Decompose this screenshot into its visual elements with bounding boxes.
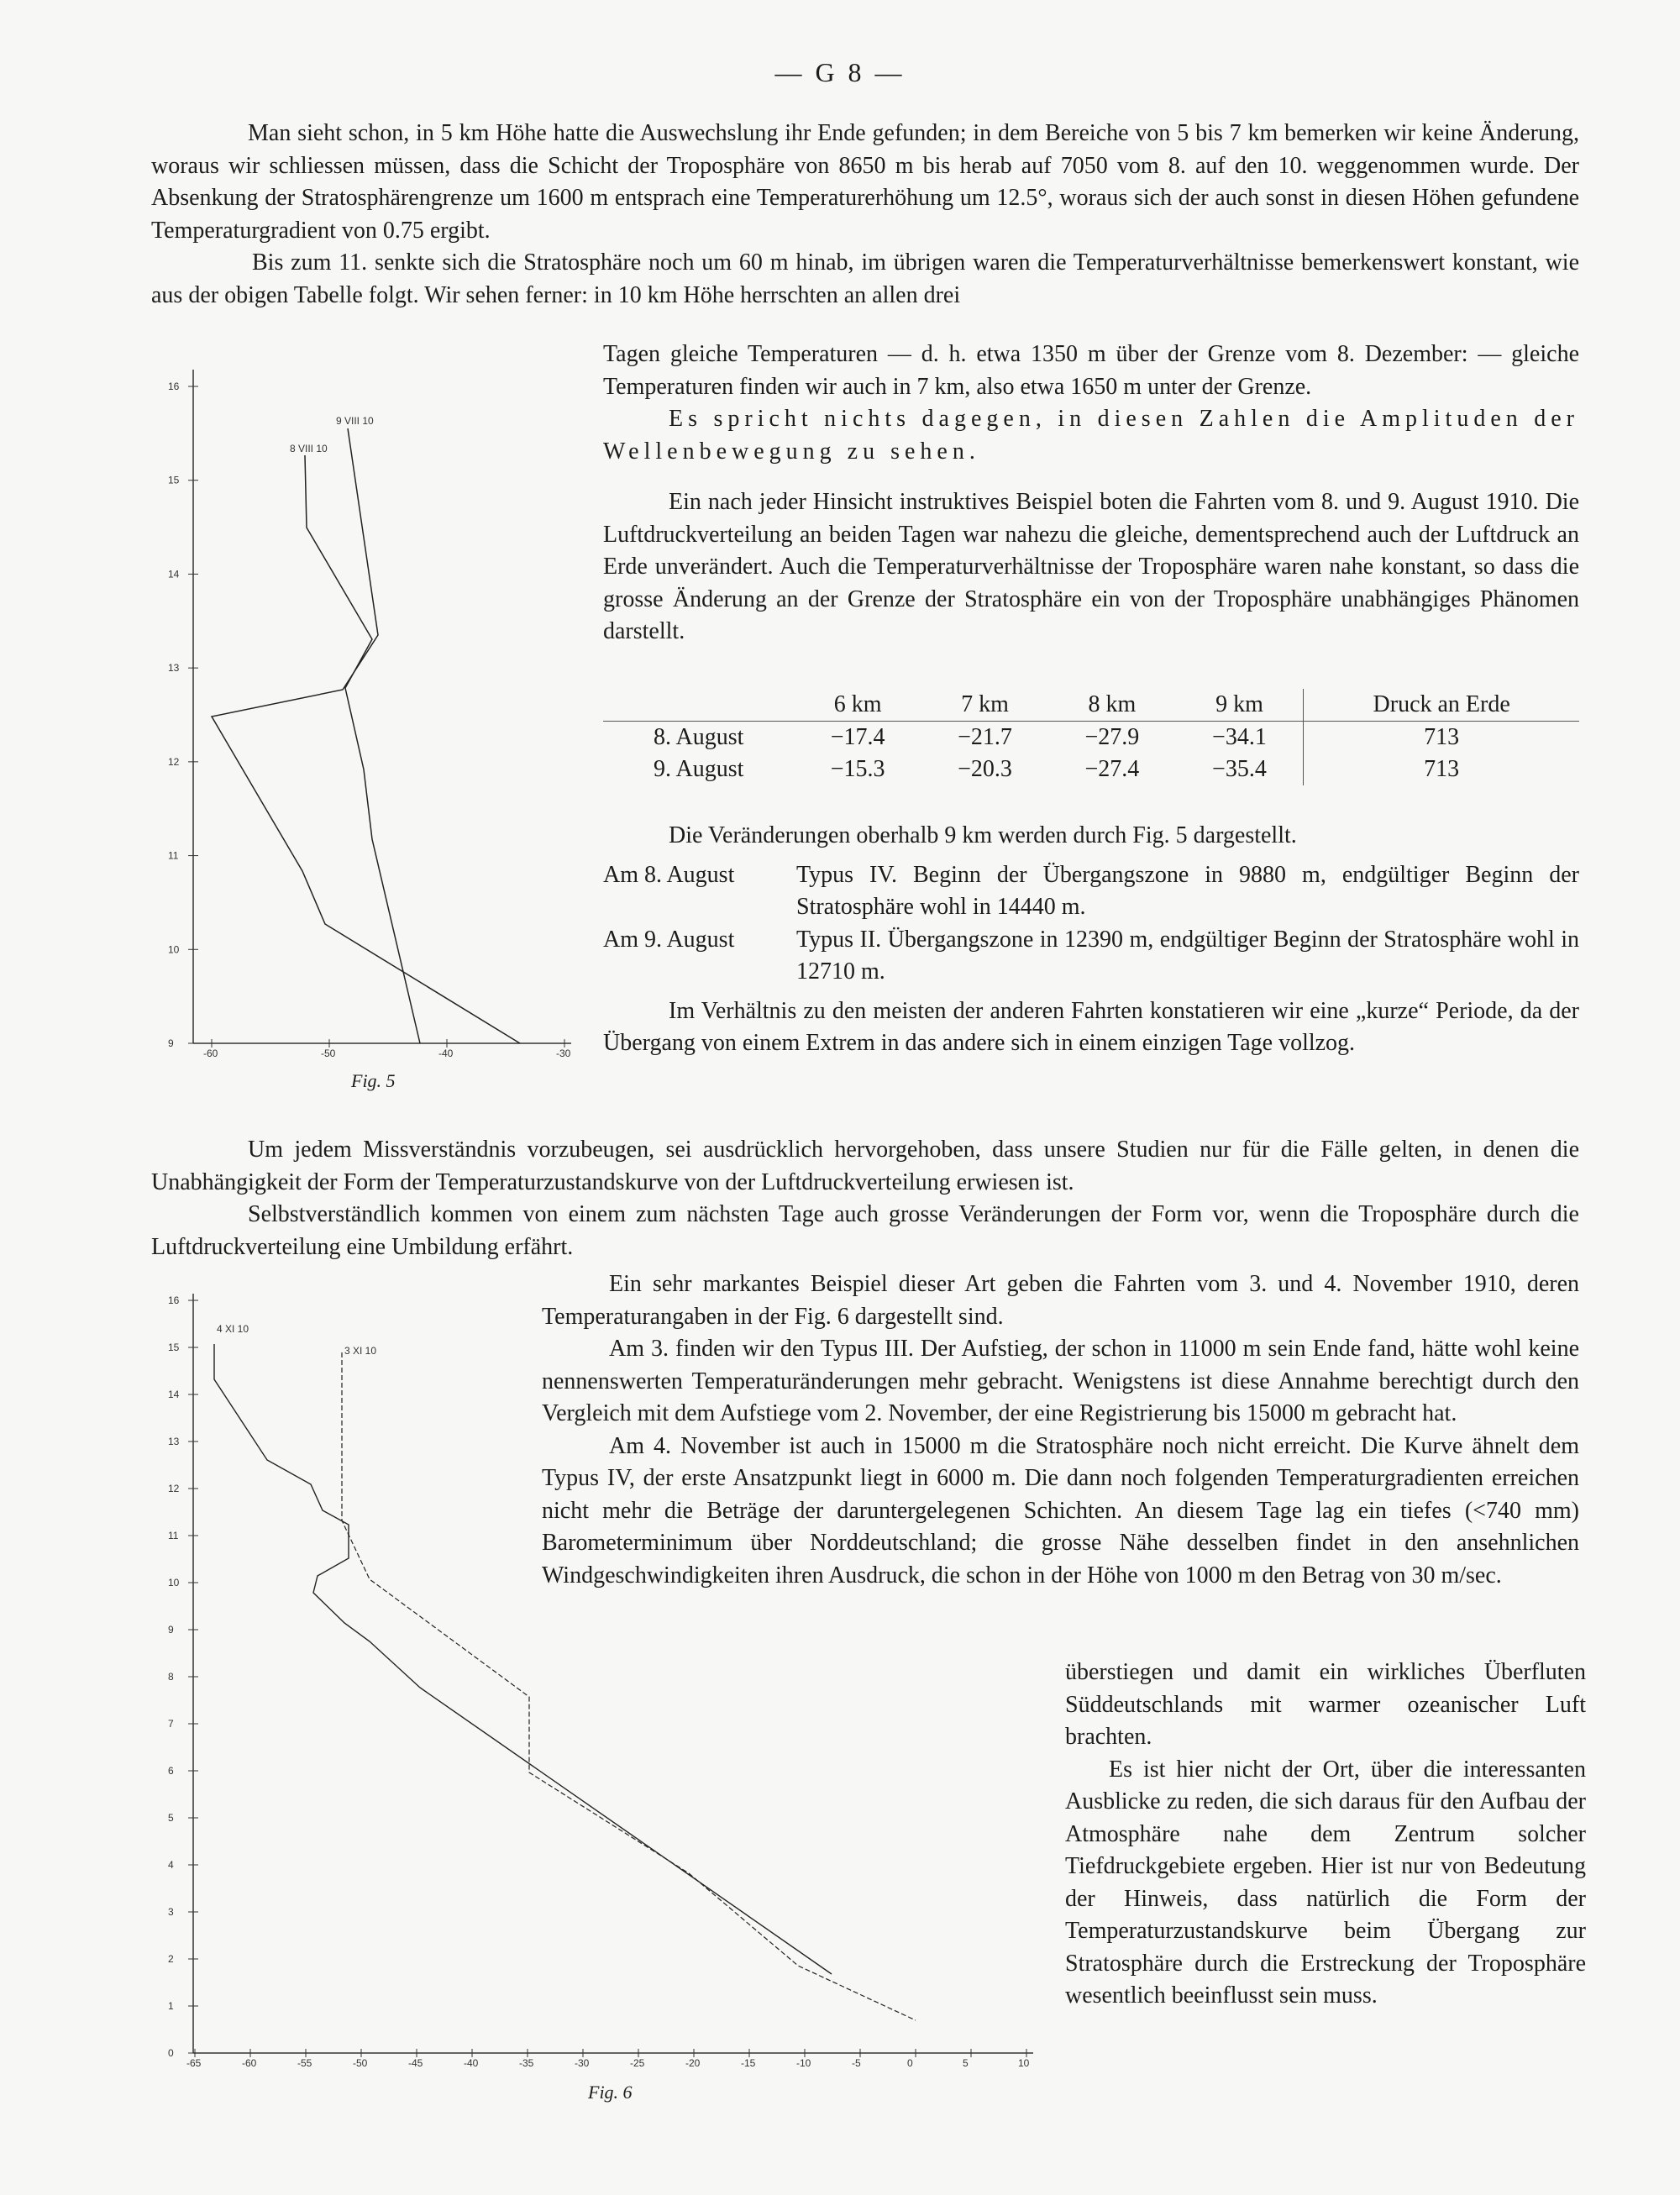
fig6-y-tick-label: 9 <box>168 1624 174 1636</box>
paragraph: Man sieht schon, in 5 km Höhe hatte die Auswechslung ihr Ende gefunden; in dem Bereiche von 5 bis 7 km bemerken wir keine Änderung, woraus wir schliessen müssen, dass die Schicht der Troposphäre von 8650 m bis herab auf 7050 vom 8. auf den 10. weggenommen wurde. Der Absenkung der Stratosphärengrenze um 1600 m entsprach eine Temperaturerhöhung um 12.5°, woraus sich der auch sonst in diesen Höhen gefundene Temperaturgradient von 0.75 ergibt. <box>151 120 1579 244</box>
paragraph: Die Veränderungen oberhalb 9 km werden durch Fig. 5 dargestellt. <box>669 822 1297 848</box>
list-item-label: Am 9. August <box>603 926 735 953</box>
fig5-label-8: 8 VIII 10 <box>290 443 328 454</box>
fig6-x-tick-label: -20 <box>685 2057 701 2066</box>
fig6-x-tick-label: -30 <box>575 2057 590 2066</box>
table-header: 6 km <box>794 689 921 722</box>
col3-text <box>1065 1657 1586 2013</box>
col1b-text <box>603 820 1579 1060</box>
fig6-x-tick-label: -35 <box>519 2057 534 2066</box>
table-cell: −27.9 <box>1084 724 1140 750</box>
fig5-x-tick-label: -40 <box>438 1048 454 1058</box>
table-cell: −35.4 <box>1212 756 1267 782</box>
paragraph: Um jedem Missverständnis vorzubeugen, sei ausdrücklich hervorgehoben, dass unsere Studien nur für die Fälle gelten, in denen die Unabhängigkeit der Form der Temperaturzustandskurve von der Luftdruckverteilung erwiesen ist. <box>151 1137 1579 1195</box>
list-item <box>603 859 1579 924</box>
fig5-y-tick-label: 11 <box>168 849 179 862</box>
list-item-text: Typus II. Übergangszone in 12390 m, endgültiger Beginn der Stratosphäre wohl in 12710 m. <box>796 926 1579 985</box>
fig5-y-tick-label: 9 <box>168 1037 174 1049</box>
figure-5-chart <box>151 361 588 1058</box>
paragraph: Es ist hier nicht der Ort, über die interessanten Ausblicke zu reden, die sich daraus für den Aufbau der Atmosphäre nahe dem Zentrum solcher Tiefdruckgebiete ergeben. Hier ist nur von Bedeutung der Hinweis, dass natürlich die Form der Temperaturzustandskurve beim Übergang zur Stratosphäre durch die Erstreckung der Troposphäre wesentlich beeinflusst sein muss. <box>1065 1756 1586 2009</box>
fig6-x-tick-label: -10 <box>796 2057 811 2066</box>
table-cell: 713 <box>1304 754 1579 785</box>
figure-5-caption: Fig. 5 <box>351 1070 396 1091</box>
list-item <box>603 924 1579 989</box>
fig6-y-tick-label: 5 <box>168 1812 174 1824</box>
paragraph: Ein nach jeder Hinsicht instruktives Beispiel boten die Fahrten vom 8. und 9. August 1910. Die Luftdruckverteilung an beiden Tagen war nahezu die gleiche, dementsprechend auch der Luftdruck an Erde unverändert. Auch die Temperaturverhältnisse der Troposphäre waren nahe konstant, so dass die grosse Änderung an der Grenze der Stratosphäre ein von der Troposphäre unabhängiges Phänomen darstellt. <box>603 489 1579 644</box>
intro-text <box>151 118 1579 312</box>
paragraph: Am 4. November ist auch in 15000 m die Stratosphäre noch nicht erreicht. Die Kurve ähnelt dem Typus IV, der erste Ansatzpunkt liegt in 6000 m. Die dann noch folgenden Temperaturgradienten erreichen nicht mehr die Beträge der daruntergelegenen Schichten. An diesem Tage lag ein tiefes (<740 mm) Barometerminimum über Norddeutschland; die grosse Nähe desselben findet in den ansehnlichen Windgeschwindigkeiten ihren Ausdruck, die schon in der Höhe von 1000 m den Betrag von 30 m/sec. <box>542 1432 1579 1588</box>
fig6-x-tick-label: 10 <box>1018 2057 1030 2066</box>
fig6-y-tick-label: 12 <box>168 1483 180 1494</box>
table-header-row <box>603 689 1579 722</box>
fig6-y-tick-label: 14 <box>168 1389 180 1400</box>
paragraph: Ein sehr markantes Beispiel dieser Art geben die Fahrten vom 3. und 4. November 1910, deren Temperaturangaben in der Fig. 6 dargestellt sind. <box>542 1271 1579 1330</box>
fig6-x-tick-label: -45 <box>408 2057 423 2066</box>
table-cell: 8. August <box>654 724 744 750</box>
table-cell: −21.7 <box>958 724 1012 750</box>
fig6-y-tick-label: 16 <box>168 1294 180 1306</box>
fig5-y-tick-label: 16 <box>168 381 180 392</box>
fig6-y-tick-label: 1 <box>168 2000 174 2012</box>
fig5-y-tick-label: 15 <box>168 474 180 486</box>
fig6-y-tick-label: 3 <box>168 1906 174 1918</box>
paragraph: Im Verhältnis zu den meisten der anderen Fahrten konstatieren wir eine „kurze“ Periode, da der Übergang von einem Extrem in das andere sich in einem einzigen Tage vollzog. <box>603 997 1579 1056</box>
fig6-x-tick-label: -60 <box>242 2057 257 2066</box>
table-header: 9 km <box>1176 689 1304 722</box>
fig6-y-tick-label: 11 <box>168 1530 179 1541</box>
paragraph: Am 3. finden wir den Typus III. Der Aufstieg, der schon in 11000 m sein Ende fand, hätte wohl keine nennenswerten Temperaturänderungen mehr gebracht. Wenigstens ist diese Annahme berechtigt durch den Vergleich mit dem Aufstiege vom 2. November, der eine Registrierung bis 15000 m gebracht hat. <box>542 1336 1579 1426</box>
table-cell: −20.3 <box>958 756 1012 782</box>
fig5-y-tick-label: 13 <box>168 662 180 675</box>
table-cell: −34.1 <box>1212 724 1267 750</box>
fig6-x-tick-label: -5 <box>852 2057 861 2066</box>
middle-text <box>151 1134 1579 1263</box>
fig5-label-9: 9 VIII 10 <box>336 415 374 427</box>
fig5-y-tick-label: 14 <box>168 568 180 580</box>
table-header: 7 km <box>921 689 1048 722</box>
fig6-y-tick-label: 4 <box>168 1859 174 1871</box>
fig5-x-tick-label: -50 <box>321 1048 336 1058</box>
fig6-y-tick-label: 2 <box>168 1953 174 1965</box>
fig5-curve-9-aug <box>212 428 520 1043</box>
table-header <box>603 689 794 722</box>
col1-text <box>603 339 1579 649</box>
table-cell: 713 <box>1304 722 1579 754</box>
fig6-label-3: 3 XI 10 <box>344 1345 377 1357</box>
temperature-table <box>603 689 1579 785</box>
fig5-x-tick-label: -30 <box>556 1048 571 1058</box>
table-header: 8 km <box>1048 689 1175 722</box>
table-cell: 9. August <box>654 756 744 782</box>
paragraph: Bis zum 11. senkte sich die Stratosphäre noch um 60 m hinab, im übrigen waren die Temperaturverhältnisse bemerkenswert konstant, wie aus der obigen Tabelle folgt. Wir sehen ferner: in 10 km Höhe herrschten an allen drei <box>151 249 1579 308</box>
fig5-curve-8-aug <box>305 455 420 1043</box>
fig6-x-tick-label: -40 <box>464 2057 479 2066</box>
fig6-x-tick-label: -55 <box>297 2057 312 2066</box>
table-cell: −17.4 <box>830 724 885 750</box>
figure-6-caption: Fig. 6 <box>588 2082 633 2103</box>
table-cell: −15.3 <box>830 756 885 782</box>
table-row <box>603 754 1579 785</box>
fig6-y-tick-label: 6 <box>168 1765 174 1777</box>
fig6-label-4: 4 XI 10 <box>217 1323 249 1335</box>
fig6-x-tick-label: -25 <box>630 2057 645 2066</box>
fig5-y-tick-label: 12 <box>168 755 180 768</box>
fig5-x-tick-label: -60 <box>203 1048 218 1058</box>
paragraph: überstiegen und damit ein wirkliches Überfluten Süddeutschlands mit warmer ozeanischer Luft brachten. <box>1065 1659 1586 1750</box>
paragraph: Selbstverständlich kommen von einem zum nächsten Tage auch grosse Veränderungen der Form vor, wenn die Troposphäre durch die Luftdruckverteilung eine Umbildung erfährt. <box>151 1201 1579 1260</box>
paragraph: Tagen gleiche Temperaturen — d. h. etwa 1350 m über der Grenze vom 8. Dezember: — gleiche Temperaturen finden wir auch in 7 km, also etwa 1650 m unter der Grenze. <box>603 341 1579 400</box>
col2-text <box>542 1268 1579 1592</box>
fig6-y-tick-label: 8 <box>168 1671 174 1683</box>
list-item-text: Typus IV. Beginn der Übergangszone in 9880 m, endgültiger Beginn der Stratosphäre wohl in 14440 m. <box>796 861 1579 920</box>
fig6-x-tick-label: -15 <box>741 2057 756 2066</box>
table-cell: −27.4 <box>1084 756 1140 782</box>
fig5-y-tick-label: 10 <box>168 943 180 956</box>
fig6-y-tick-label: 10 <box>168 1577 180 1588</box>
fig6-y-tick-label: 7 <box>168 1718 174 1730</box>
table-header: Druck an Erde <box>1304 689 1579 722</box>
list-item-label: Am 8. August <box>603 861 735 888</box>
table-row <box>603 722 1579 754</box>
fig6-x-tick-label: -50 <box>353 2057 368 2066</box>
fig6-y-tick-label: 15 <box>168 1342 180 1353</box>
paragraph: Es spricht nichts dagegen, in diesen Zahlen die Amplituden der Wellenbewegung zu sehen. <box>603 406 1579 465</box>
fig6-y-tick-label: 13 <box>168 1436 180 1447</box>
page-header: — G 8 — <box>774 57 906 87</box>
fig6-y-tick-label: 0 <box>168 2047 174 2059</box>
fig6-x-tick-label: -65 <box>186 2057 202 2066</box>
fig6-x-tick-label: 0 <box>907 2057 913 2066</box>
fig6-x-tick-label: 5 <box>963 2057 969 2066</box>
